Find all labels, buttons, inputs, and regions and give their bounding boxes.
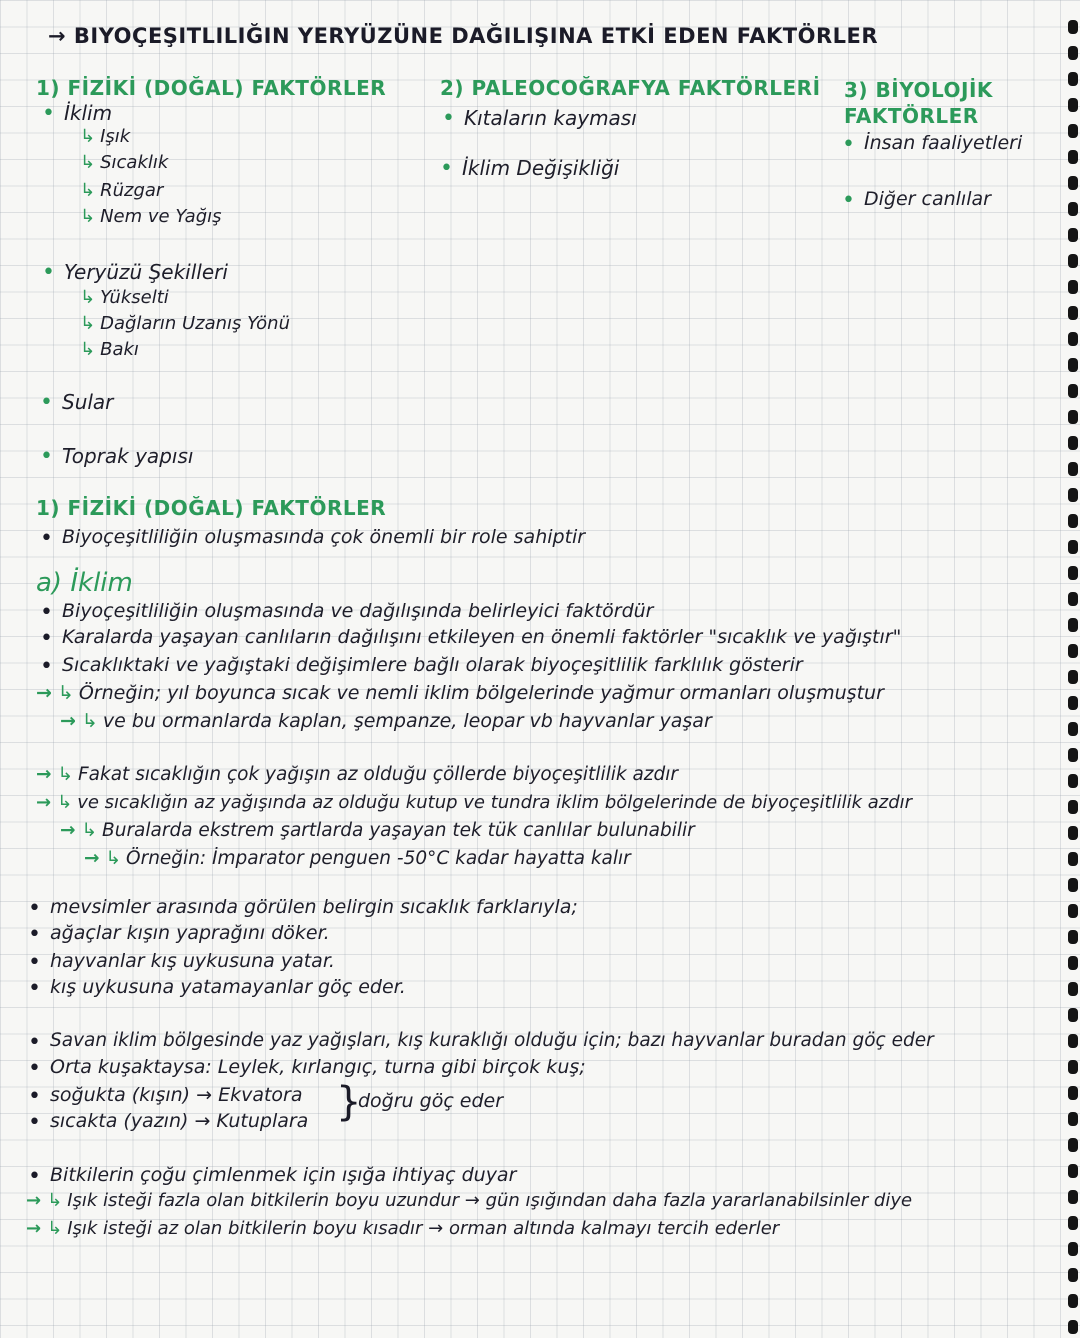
arrow-icon: → (36, 764, 52, 785)
col1-iklim-sub-4 (80, 208, 222, 226)
spiral-ring (1068, 1138, 1078, 1152)
sub-arrow-icon: ↳ (57, 792, 73, 813)
col1-iklim-sub-1 (80, 128, 130, 146)
section-intro: • Biyoçeşitliliğin oluşmasında çok önemli bir role sahiptir (62, 528, 585, 547)
iklim-line-12: • hayvanlar kış uykusuna yatar. (50, 952, 335, 971)
col1-item-toprak: • Toprak yapısı (62, 446, 193, 466)
spiral-ring (1068, 514, 1078, 528)
spiral-ring (1068, 722, 1078, 736)
sub-arrow-icon: ↳ (81, 820, 98, 841)
iklim-line-3: • Sıcaklıktaki ve yağıştaki değişimlere bağlı olarak biyoçeşitlilik farklılık gösterir (62, 656, 803, 675)
spiral-ring (1068, 1034, 1078, 1048)
iklim-line-19: • Bitkilerin çoğu çimlenmek için ışığa ihtiyaç duyar (50, 1166, 516, 1185)
spiral-ring (1068, 1320, 1078, 1334)
iklim-line-20 (26, 1192, 912, 1210)
arrow-icon: → (26, 1190, 42, 1211)
sub-arrow-icon: ↳ (47, 1218, 63, 1239)
iklim-line-1: • Biyoçeşitliliğin oluşmasında ve dağılışında belirleyici faktördür (62, 602, 654, 621)
iklim-line-17: • sıcakta (yazın) → Kutuplara (50, 1112, 308, 1131)
arrow-icon: → (36, 792, 52, 813)
spiral-ring (1068, 1242, 1078, 1256)
sub-arrow-icon: ↳ (80, 180, 96, 201)
sub-arrow-icon: ↳ (80, 126, 96, 147)
col1-yeryuzu-sub-2-text: Dağların Uzanış Yönü (100, 313, 290, 334)
col1-yeryuzu-sub-3 (80, 341, 139, 359)
iklim-line-7-text: ve sıcaklığın az yağışında az olduğu kutup ve tundra iklim bölgelerinde de biyoçeşitlilik azdır (77, 792, 913, 813)
col2-heading: 2) PALEOCOĞRAFYA FAKTÖRLERİ (440, 76, 821, 100)
arrow-icon: → (60, 710, 76, 732)
spiral-ring (1068, 1164, 1078, 1178)
spiral-ring (1068, 1112, 1078, 1126)
iklim-line-9-text: Örneğin: İmparator penguen -50°C kadar hayatta kalır (126, 848, 631, 869)
iklim-line-6-text: Fakat sıcaklığın çok yağışın az olduğu çöllerde biyoçeşitlilik azdır (78, 764, 678, 785)
sub-arrow-icon: ↳ (80, 313, 96, 334)
iklim-line-18: doğru göç eder (358, 1090, 504, 1112)
spiral-ring (1068, 592, 1078, 606)
spiral-ring (1068, 384, 1078, 398)
spiral-ring (1068, 150, 1078, 164)
spiral-ring (1068, 618, 1078, 632)
col1-iklim-sub-4-text: Nem ve Yağış (100, 206, 222, 227)
col1-item-yeryuzu: • Yeryüzü Şekilleri (64, 262, 228, 282)
iklim-line-7 (36, 794, 912, 812)
col3-item-1: • İnsan faaliyetleri (864, 134, 1022, 153)
sub-arrow-icon: ↳ (57, 764, 74, 785)
iklim-line-8-text: Buralarda ekstrem şartlarda yaşayan tek tük canlılar bulunabilir (102, 820, 695, 841)
sub-arrow-icon: ↳ (57, 682, 74, 704)
spiral-ring (1068, 956, 1078, 970)
spiral-ring (1068, 1268, 1078, 1282)
iklim-line-4-text: Örneğin; yıl boyunca sıcak ve nemli iklim bölgelerinde yağmur ormanları oluşmuştur (78, 682, 884, 704)
iklim-line-16: • soğukta (kışın) → Ekvatora (50, 1086, 303, 1105)
col1-item-iklim: • İklim (64, 103, 112, 123)
spiral-ring (1068, 982, 1078, 996)
spiral-ring (1068, 644, 1078, 658)
col2-item-1: • Kıtaların kayması (464, 108, 637, 128)
arrow-icon: → (84, 848, 100, 869)
spiral-ring (1068, 98, 1078, 112)
iklim-line-21-text: Işık isteği az olan bitkilerin boyu kısadır → orman altında kalmayı tercih ederler (67, 1218, 780, 1239)
iklim-line-15: • Orta kuşaktaysa: Leylek, kırlangıç, turna gibi birçok kuş; (50, 1058, 586, 1077)
spiral-ring (1068, 72, 1078, 86)
spiral-ring (1068, 1008, 1078, 1022)
iklim-line-5 (60, 712, 712, 731)
spiral-ring (1068, 46, 1078, 60)
iklim-line-10: • mevsimler arasında görülen belirgin sıcaklık farklarıyla; (50, 898, 578, 917)
spiral-ring (1068, 20, 1078, 34)
spiral-ring (1068, 1086, 1078, 1100)
col1-iklim-sub-3 (80, 182, 163, 200)
col1-yeryuzu-sub-1 (80, 289, 169, 307)
spiral-ring (1068, 696, 1078, 710)
spiral-ring (1068, 332, 1078, 346)
spiral-ring (1068, 748, 1078, 762)
spiral-ring (1068, 358, 1078, 372)
spiral-ring (1068, 176, 1078, 190)
iklim-line-14: • Savan iklim bölgesinde yaz yağışları, kış kuraklığı olduğu için; bazı hayvanlar buradan göç eder (50, 1032, 934, 1051)
sub-arrow-icon: ↳ (80, 339, 96, 360)
col1-iklim-sub-2-text: Sıcaklık (100, 152, 169, 173)
spiral-ring (1068, 878, 1078, 892)
iklim-line-8 (60, 822, 695, 841)
spiral-ring (1068, 488, 1078, 502)
page-title: → BIYOÇEŞITLILIĞIN YERYÜZÜNE DAĞILIŞINA ETKİ EDEN FAKTÖRLER (48, 24, 879, 48)
spiral-ring (1068, 1060, 1078, 1074)
col1-yeryuzu-sub-1-text: Yükselti (100, 287, 169, 308)
col1-yeryuzu-sub-3-text: Bakı (100, 339, 139, 360)
iklim-line-4 (36, 684, 884, 703)
arrow-icon: → (26, 1218, 42, 1239)
iklim-line-11: • ağaçlar kışın yaprağını döker. (50, 924, 330, 943)
col2-item-2: • İklim Değişikliği (462, 158, 619, 178)
iklim-line-9 (84, 850, 631, 869)
spiral-ring (1068, 670, 1078, 684)
iklim-line-2: • Karalarda yaşayan canlıların dağılışını etkileyen en önemli faktörler "sıcaklık ve yağıştır" (62, 628, 901, 647)
sub-arrow-icon: ↳ (80, 152, 96, 173)
spiral-ring (1068, 904, 1078, 918)
notebook-spiral (1066, 0, 1080, 1338)
curly-brace-icon: } (336, 1079, 362, 1125)
col3-heading-line2: FAKTÖRLER (844, 104, 979, 128)
iklim-line-21 (26, 1220, 779, 1238)
spiral-ring (1068, 462, 1078, 476)
spiral-ring (1068, 800, 1078, 814)
col1-iklim-sub-1-text: Işık (100, 126, 131, 147)
spiral-ring (1068, 774, 1078, 788)
section-subheading: a) İklim (36, 568, 133, 598)
sub-arrow-icon: ↳ (80, 206, 96, 227)
spiral-ring (1068, 1216, 1078, 1230)
col3-item-2: • Diğer canlılar (864, 190, 991, 209)
col1-yeryuzu-sub-2 (80, 315, 290, 333)
sub-arrow-icon: ↳ (80, 287, 96, 308)
spiral-ring (1068, 436, 1078, 450)
spiral-ring (1068, 930, 1078, 944)
col1-heading: 1) FİZİKİ (DOĞAL) FAKTÖRLER (36, 76, 387, 100)
iklim-line-5-text: ve bu ormanlarda kaplan, şempanze, leopar vb hayvanlar yaşar (102, 710, 712, 732)
spiral-ring (1068, 852, 1078, 866)
col1-iklim-sub-2 (80, 154, 168, 172)
iklim-line-13: • kış uykusuna yatamayanlar göç eder. (50, 978, 406, 997)
spiral-ring (1068, 228, 1078, 242)
spiral-ring (1068, 306, 1078, 320)
spiral-ring (1068, 280, 1078, 294)
spiral-ring (1068, 124, 1078, 138)
spiral-ring (1068, 540, 1078, 554)
iklim-line-20-text: Işık isteği fazla olan bitkilerin boyu uzundur → gün ışığından daha fazla yararlanabilsinler diye (67, 1190, 913, 1211)
arrow-icon: → (36, 682, 52, 704)
spiral-ring (1068, 566, 1078, 580)
section-heading: 1) FİZİKİ (DOĞAL) FAKTÖRLER (36, 496, 387, 520)
sub-arrow-icon: ↳ (81, 710, 98, 732)
col1-iklim-sub-3-text: Rüzgar (100, 180, 164, 201)
arrow-icon: → (60, 820, 76, 841)
sub-arrow-icon: ↳ (105, 848, 122, 869)
col3-heading-line1: 3) BİYOLOJİK (844, 78, 993, 102)
sub-arrow-icon: ↳ (47, 1190, 63, 1211)
spiral-ring (1068, 254, 1078, 268)
spiral-ring (1068, 1190, 1078, 1204)
spiral-ring (1068, 202, 1078, 216)
spiral-ring (1068, 826, 1078, 840)
spiral-ring (1068, 410, 1078, 424)
col1-item-sular: • Sular (62, 392, 113, 412)
iklim-line-6 (36, 766, 678, 785)
spiral-ring (1068, 1294, 1078, 1308)
